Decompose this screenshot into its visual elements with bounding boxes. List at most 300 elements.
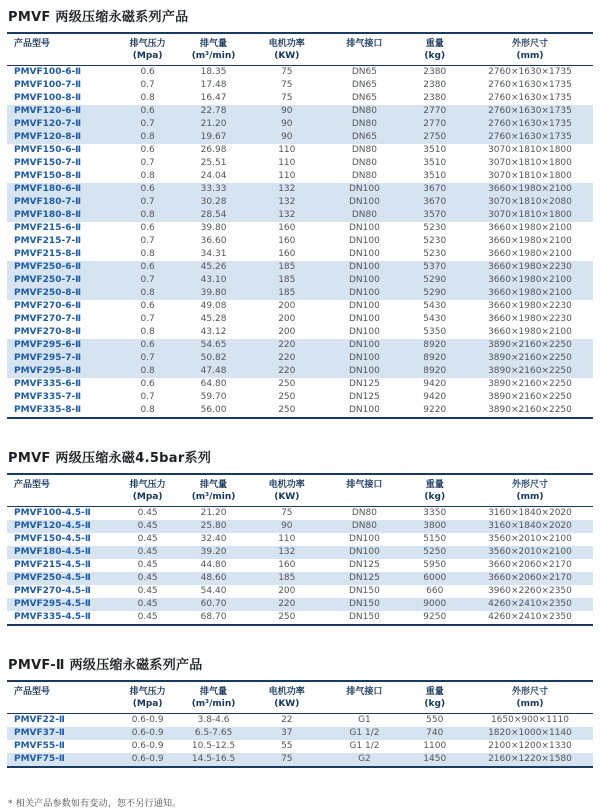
spec-value-cell: DN65 (351, 93, 377, 103)
spec-value-cell: G1 1/2 (349, 741, 380, 751)
spec-value-cell: DN80 (351, 210, 377, 220)
column-header (7, 33, 115, 66)
product-model-cell: PMVF270-7-Ⅱ (14, 314, 82, 324)
spec-value-cell: 0.45 (137, 573, 158, 583)
spec-value-cell: 24.04 (200, 171, 227, 181)
spec-value-cell: DN150 (349, 586, 380, 596)
spec-value-cell: 220 (278, 340, 296, 350)
spec-value-cell: 55 (281, 741, 293, 751)
column-unit: (kg) (424, 492, 446, 502)
table-row (7, 714, 593, 728)
spec-value-cell: 3070×1810×1800 (488, 171, 572, 181)
spec-value-cell: 6000 (423, 573, 447, 583)
spec-value-cell: 0.6 (140, 184, 155, 194)
spec-value-cell: DN80 (351, 145, 377, 155)
column-header (467, 33, 593, 66)
spec-value-cell: 3560×2010×2100 (488, 534, 572, 544)
table-row (7, 352, 593, 365)
product-model-cell: PMVF150-7-Ⅱ (14, 158, 82, 168)
product-model-cell: PMVF250-7-Ⅱ (14, 275, 82, 285)
table-row (7, 92, 593, 105)
spec-value-cell: 3350 (423, 508, 447, 518)
column-label: 排气量 (200, 39, 228, 49)
spec-value-cell: 3890×2160×2250 (488, 392, 572, 402)
spec-value-cell: 5290 (423, 288, 447, 298)
product-model-cell: PMVF180-6-Ⅱ (14, 184, 82, 194)
product-model-cell: PMVF295-4.5-Ⅱ (14, 599, 91, 609)
table-row (7, 326, 593, 339)
column-label: 产品型号 (14, 480, 51, 490)
spec-value-cell: 3070×1810×1800 (488, 145, 572, 155)
spec-value-cell: 200 (278, 314, 296, 324)
spec-value-cell: 3660×1980×2100 (488, 223, 572, 233)
spec-value-cell: 21.20 (200, 508, 227, 518)
column-label: 产品型号 (14, 687, 51, 697)
table-row (7, 559, 593, 572)
spec-value-cell: 56.00 (200, 405, 227, 415)
spec-value-cell: 21.20 (200, 119, 227, 129)
spec-value-cell: 2760×1630×1735 (488, 67, 572, 77)
spec-value-cell: 1820×1000×1140 (488, 728, 572, 738)
spec-value-cell: 550 (426, 715, 444, 725)
column-header (247, 681, 326, 714)
table-row (7, 533, 593, 546)
spec-value-cell: 220 (278, 366, 296, 376)
spec-value-cell: 2380 (423, 67, 447, 77)
spec-value-cell: 200 (278, 327, 296, 337)
spec-value-cell: 3890×2160×2250 (488, 340, 572, 350)
spec-value-cell: 160 (278, 236, 296, 246)
spec-value-cell: DN100 (349, 301, 380, 311)
product-model-cell: PMVF335-6-Ⅱ (14, 379, 82, 389)
spec-value-cell: 1100 (423, 741, 447, 751)
spec-value-cell: DN100 (349, 184, 380, 194)
product-model-cell: PMVF295-8-Ⅱ (14, 366, 82, 376)
spec-value-cell: 8920 (423, 366, 447, 376)
spec-value-cell: 3660×1980×2230 (488, 301, 572, 311)
spec-value-cell: 0.6 (140, 340, 155, 350)
spec-value-cell: 25.80 (200, 521, 227, 531)
column-label: 重量 (425, 687, 444, 697)
spec-value-cell: 9420 (423, 392, 447, 402)
product-model-cell: PMVF270-6-Ⅱ (14, 301, 82, 311)
spec-value-cell: DN100 (349, 223, 380, 233)
table-row (7, 183, 593, 196)
spec-value-cell: DN125 (349, 379, 380, 389)
spec-value-cell: 18.35 (200, 67, 227, 77)
product-model-cell: PMVF120-6-Ⅱ (14, 106, 82, 116)
spec-value-cell: 5230 (423, 223, 447, 233)
column-header (180, 33, 247, 66)
table-row (7, 222, 593, 235)
column-label: 电机功率 (268, 39, 305, 49)
spec-value-cell: 5290 (423, 275, 447, 285)
spec-value-cell: 1450 (423, 754, 447, 764)
spec-value-cell: 43.12 (200, 327, 227, 337)
spec-value-cell: 3960×2260×2350 (488, 586, 572, 596)
column-unit: (m³/min) (191, 492, 236, 502)
spec-value-cell: DN65 (351, 132, 377, 142)
spec-value-cell: DN100 (349, 288, 380, 298)
spec-value-cell: 2760×1630×1735 (488, 106, 572, 116)
spec-value-cell: 200 (278, 301, 296, 311)
table-row (7, 170, 593, 183)
spec-value-cell: 75 (281, 754, 293, 764)
table-row (7, 209, 593, 222)
table-header-row (7, 474, 593, 507)
product-spec-table (7, 473, 593, 626)
product-model-cell: PMVF335-7-Ⅱ (14, 392, 82, 402)
spec-value-cell: 110 (278, 158, 296, 168)
spec-value-cell: 3660×1980×2230 (488, 314, 572, 324)
spec-value-cell: 28.54 (200, 210, 227, 220)
column-label: 排气接口 (346, 687, 383, 697)
product-model-cell: PMVF55-Ⅱ (14, 741, 65, 751)
spec-value-cell: 0.45 (137, 599, 158, 609)
table-row (7, 391, 593, 404)
spec-value-cell: 9220 (423, 405, 447, 415)
spec-value-cell: 43.10 (200, 275, 227, 285)
spec-value-cell: 2760×1630×1735 (488, 132, 572, 142)
product-model-cell: PMVF250-6-Ⅱ (14, 262, 82, 272)
spec-value-cell: DN100 (349, 314, 380, 324)
spec-value-cell: 3890×2160×2250 (488, 379, 572, 389)
spec-value-cell: 54.65 (200, 340, 227, 350)
table-row (7, 248, 593, 261)
spec-value-cell: 110 (278, 145, 296, 155)
spec-value-cell: 0.8 (140, 366, 155, 376)
spec-value-cell: 0.45 (137, 560, 158, 570)
table-row (7, 79, 593, 92)
spec-value-cell: 132 (278, 197, 296, 207)
column-label: 排气压力 (129, 687, 166, 697)
table-row (7, 546, 593, 559)
spec-value-cell: 5430 (423, 301, 447, 311)
spec-value-cell: 0.8 (140, 405, 155, 415)
column-unit (328, 698, 400, 710)
product-model-cell: PMVF100-6-Ⅱ (14, 67, 82, 77)
spec-value-cell: 17.48 (200, 80, 227, 90)
product-model-cell: PMVF180-7-Ⅱ (14, 197, 82, 207)
table-row (7, 66, 593, 80)
spec-value-cell: 9420 (423, 379, 447, 389)
column-unit (328, 50, 400, 62)
spec-value-cell: 16.47 (200, 93, 227, 103)
spec-value-cell: 3560×2010×2100 (488, 547, 572, 557)
spec-value-cell: 0.45 (137, 521, 158, 531)
column-label: 电机功率 (268, 687, 305, 697)
spec-value-cell: DN100 (349, 547, 380, 557)
spec-value-cell: 3160×1840×2020 (488, 508, 572, 518)
spec-value-cell: 250 (278, 612, 296, 622)
section-title: PMVF 两级压缩永磁4.5bar系列 (8, 451, 212, 466)
spec-value-cell: 0.45 (137, 547, 158, 557)
section-title: PMVF 两级压缩永磁系列产品 (8, 10, 189, 25)
spec-value-cell: 5370 (423, 262, 447, 272)
product-model-cell: PMVF335-8-Ⅱ (14, 405, 82, 415)
spec-value-cell: DN80 (351, 158, 377, 168)
spec-value-cell: 3660×2060×2170 (488, 573, 572, 583)
table-row (7, 520, 593, 533)
table-row (7, 753, 593, 767)
spec-value-cell: 45.28 (200, 314, 227, 324)
table-row (7, 118, 593, 131)
spec-value-cell: 0.6 (140, 379, 155, 389)
spec-value-cell: 60.70 (200, 599, 227, 609)
spec-value-cell: 2760×1630×1735 (488, 119, 572, 129)
spec-value-cell: 9250 (423, 612, 447, 622)
spec-value-cell: 75 (281, 67, 293, 77)
spec-value-cell: 0.6 (140, 301, 155, 311)
product-model-cell: PMVF120-7-Ⅱ (14, 119, 82, 129)
spec-value-cell: 0.7 (140, 119, 155, 129)
spec-value-cell: 5250 (423, 547, 447, 557)
spec-value-cell: 185 (278, 275, 296, 285)
spec-value-cell: 39.20 (200, 547, 227, 557)
spec-value-cell: 75 (281, 93, 293, 103)
product-model-cell: PMVF120-4.5-Ⅱ (14, 521, 91, 531)
product-model-cell: PMVF215-4.5-Ⅱ (14, 560, 91, 570)
column-unit: (mm) (516, 51, 544, 61)
product-model-cell: PMVF180-8-Ⅱ (14, 210, 82, 220)
column-header (115, 474, 179, 507)
column-unit: (Mpa) (132, 51, 163, 61)
spec-value-cell: 10.5-12.5 (191, 741, 236, 751)
column-header (247, 33, 326, 66)
table-row (7, 274, 593, 287)
spec-value-cell: 47.48 (200, 366, 227, 376)
table-row (7, 105, 593, 118)
spec-value-cell: G1 1/2 (349, 728, 380, 738)
spec-value-cell: 8920 (423, 353, 447, 363)
column-label: 重量 (425, 39, 444, 49)
spec-value-cell: 2100×1200×1330 (488, 741, 572, 751)
column-header (467, 474, 593, 507)
column-header (115, 33, 179, 66)
spec-value-cell: 185 (278, 573, 296, 583)
spec-value-cell: 220 (278, 599, 296, 609)
spec-value-cell: 3800 (423, 521, 447, 531)
tables-root (7, 6, 593, 768)
product-model-cell: PMVF270-8-Ⅱ (14, 327, 82, 337)
column-unit: (KW) (274, 492, 300, 502)
spec-value-cell: 5350 (423, 327, 447, 337)
spec-value-cell: 250 (278, 392, 296, 402)
spec-value-cell: 3660×1980×2100 (488, 236, 572, 246)
spec-value-cell: 3660×1980×2230 (488, 262, 572, 272)
spec-value-cell: DN100 (349, 327, 380, 337)
spec-value-cell: DN100 (349, 405, 380, 415)
spec-value-cell: 39.80 (200, 288, 227, 298)
column-header (326, 681, 402, 714)
spec-value-cell: 110 (278, 534, 296, 544)
spec-value-cell: DN125 (349, 392, 380, 402)
spec-value-cell: 0.8 (140, 210, 155, 220)
spec-value-cell: 26.98 (200, 145, 227, 155)
product-model-cell: PMVF37-Ⅱ (14, 728, 65, 738)
product-model-cell: PMVF120-8-Ⅱ (14, 132, 82, 142)
product-model-cell: PMVF150-6-Ⅱ (14, 145, 82, 155)
spec-value-cell: 0.7 (140, 197, 155, 207)
product-model-cell: PMVF22-Ⅱ (14, 715, 65, 725)
spec-value-cell: 160 (278, 560, 296, 570)
column-unit: (Mpa) (132, 492, 163, 502)
spec-value-cell: 220 (278, 353, 296, 363)
spec-value-cell: 0.45 (137, 508, 158, 518)
spec-value-cell: DN80 (351, 171, 377, 181)
spec-value-cell: 5950 (423, 560, 447, 570)
spec-value-cell: 22.78 (200, 106, 227, 116)
spec-value-cell: 0.6-0.9 (131, 728, 164, 738)
table-row (7, 300, 593, 313)
spec-value-cell: DN80 (351, 521, 377, 531)
spec-value-cell: 160 (278, 249, 296, 259)
spec-value-cell: 49.08 (200, 301, 227, 311)
spec-value-cell: DN100 (349, 353, 380, 363)
spec-value-cell: 3660×1980×2100 (488, 275, 572, 285)
spec-value-cell: 3660×1980×2100 (488, 184, 572, 194)
spec-value-cell: 9000 (423, 599, 447, 609)
spec-value-cell: 3510 (423, 158, 447, 168)
spec-value-cell: 3890×2160×2250 (488, 366, 572, 376)
spec-value-cell: 2770 (423, 106, 447, 116)
spec-value-cell: 34.31 (200, 249, 227, 259)
product-model-cell: PMVF250-8-Ⅱ (14, 288, 82, 298)
column-header (7, 474, 115, 507)
spec-value-cell: 54.40 (200, 586, 227, 596)
spec-value-cell: 5150 (423, 534, 447, 544)
column-label: 外形尺寸 (511, 39, 548, 49)
column-unit: (kg) (424, 51, 446, 61)
table-row (7, 572, 593, 585)
product-model-cell: PMVF250-4.5-Ⅱ (14, 573, 91, 583)
spec-value-cell: 740 (426, 728, 444, 738)
spec-value-cell: 185 (278, 288, 296, 298)
table-row (7, 144, 593, 157)
spec-value-cell: 3570 (423, 210, 447, 220)
spec-value-cell: DN100 (349, 366, 380, 376)
spec-value-cell: 0.7 (140, 353, 155, 363)
product-model-cell: PMVF100-8-Ⅱ (14, 93, 82, 103)
spec-value-cell: 75 (281, 80, 293, 90)
table-header-row (7, 681, 593, 714)
spec-value-cell: 25.51 (200, 158, 227, 168)
spec-value-cell: 3070×1810×1800 (488, 210, 572, 220)
spec-value-cell: 660 (426, 586, 444, 596)
spec-value-cell: 45.26 (200, 262, 227, 272)
spec-value-cell: DN100 (349, 236, 380, 246)
spec-value-cell: 2380 (423, 80, 447, 90)
spec-value-cell: 3670 (423, 197, 447, 207)
spec-value-cell: 0.45 (137, 586, 158, 596)
spec-value-cell: DN100 (349, 275, 380, 285)
table-row (7, 598, 593, 611)
spec-value-cell: 0.6 (140, 106, 155, 116)
spec-value-cell: 2750 (423, 132, 447, 142)
spec-value-cell: 160 (278, 223, 296, 233)
column-unit: (KW) (274, 51, 300, 61)
spec-value-cell: DN125 (349, 560, 380, 570)
spec-value-cell: 75 (281, 508, 293, 518)
spec-value-cell: 19.67 (200, 132, 227, 142)
spec-value-cell: 0.7 (140, 80, 155, 90)
footer-note: * 相关产品参数如有变动，恕不另行通知。 (8, 799, 182, 809)
spec-value-cell: 4260×2410×2350 (488, 612, 572, 622)
spec-value-cell: 0.7 (140, 314, 155, 324)
column-header (403, 33, 467, 66)
table-row (7, 727, 593, 740)
product-model-cell: PMVF215-8-Ⅱ (14, 249, 82, 259)
spec-value-cell: 0.6-0.9 (131, 754, 164, 764)
column-label: 排气量 (200, 480, 228, 490)
spec-value-cell: 3890×2160×2250 (488, 353, 572, 363)
product-table-section-3 (7, 654, 593, 768)
spec-value-cell: 39.80 (200, 223, 227, 233)
spec-value-cell: G2 (358, 754, 371, 764)
spec-value-cell: DN80 (351, 106, 377, 116)
spec-value-cell: 59.70 (200, 392, 227, 402)
spec-value-cell: 22 (281, 715, 293, 725)
product-table-section-1 (7, 6, 593, 419)
column-unit (14, 698, 113, 710)
spec-value-cell: 0.7 (140, 275, 155, 285)
spec-value-cell: 5230 (423, 249, 447, 259)
product-spec-table (7, 32, 593, 419)
spec-value-cell: 90 (281, 132, 293, 142)
spec-value-cell: 33.33 (200, 184, 227, 194)
spec-value-cell: 14.5-16.5 (191, 754, 236, 764)
column-header (403, 474, 467, 507)
spec-value-cell: 0.8 (140, 132, 155, 142)
spec-value-cell: 3660×1980×2100 (488, 288, 572, 298)
table-row (7, 287, 593, 300)
table-row (7, 507, 593, 521)
spec-value-cell: 0.45 (137, 612, 158, 622)
spec-value-cell: 3660×1980×2100 (488, 249, 572, 259)
table-row (7, 157, 593, 170)
spec-value-cell: DN100 (349, 197, 380, 207)
spec-value-cell: DN150 (349, 599, 380, 609)
spec-value-cell: 2380 (423, 93, 447, 103)
spec-value-cell: 3510 (423, 171, 447, 181)
spec-value-cell: 200 (278, 586, 296, 596)
column-header (403, 681, 467, 714)
table-row (7, 313, 593, 326)
spec-value-cell: DN65 (351, 67, 377, 77)
product-model-cell: PMVF150-4.5-Ⅱ (14, 534, 91, 544)
column-unit: (kg) (424, 699, 446, 709)
section-title: PMVF-Ⅱ 两级压缩永磁系列产品 (8, 658, 203, 673)
spec-value-cell: 2160×1220×1580 (488, 754, 572, 764)
table-row (7, 404, 593, 418)
spec-value-cell: 3670 (423, 184, 447, 194)
spec-value-cell: 0.6 (140, 145, 155, 155)
spec-value-cell: 3510 (423, 145, 447, 155)
spec-value-cell: 0.6 (140, 223, 155, 233)
column-unit: (m³/min) (191, 51, 236, 61)
spec-value-cell: 3660×2060×2170 (488, 560, 572, 570)
spec-value-cell: DN150 (349, 612, 380, 622)
column-label: 排气压力 (129, 480, 166, 490)
spec-value-cell: 0.8 (140, 249, 155, 259)
spec-value-cell: 0.6-0.9 (131, 715, 164, 725)
spec-value-cell: 3.8-4.6 (197, 715, 230, 725)
table-row (7, 365, 593, 378)
spec-value-cell: 90 (281, 119, 293, 129)
spec-value-cell: 44.80 (200, 560, 227, 570)
table-row (7, 261, 593, 274)
spec-value-cell: 68.70 (200, 612, 227, 622)
